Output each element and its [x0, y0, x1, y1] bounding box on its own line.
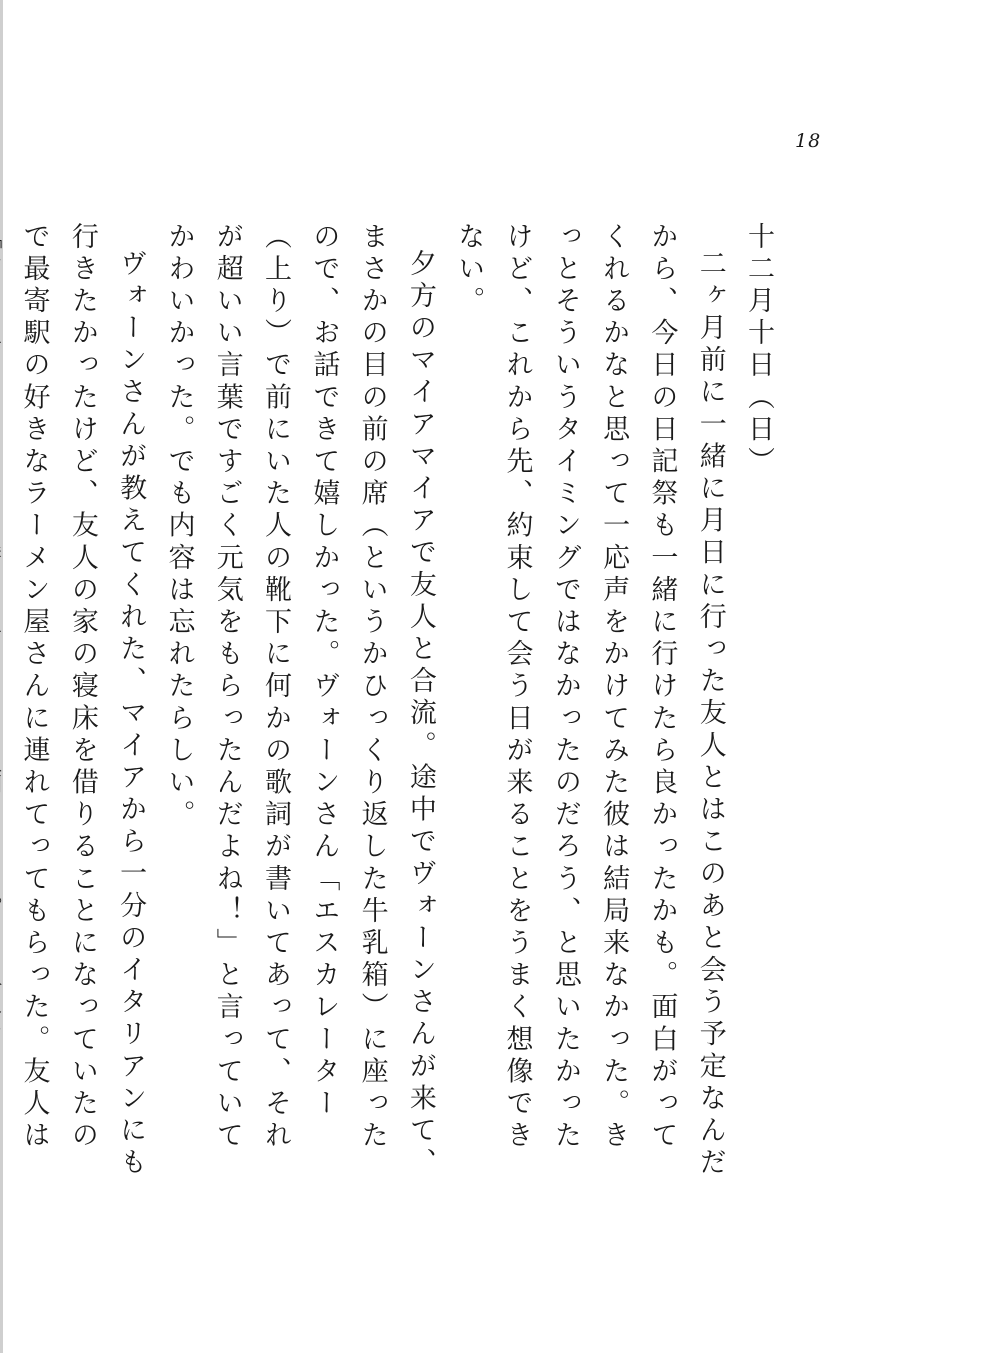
- page-number: 18: [795, 130, 822, 152]
- diary-body: [0, 222, 782, 1182]
- paragraph-3: ヴォーンさんが教えてくれた、マイアから一分のイタリアンにも行きたかったけど、友人の家の寝床を借りることになっていたので最寄駅の好きなラーメン屋さんに連れてってもらった。友人は: [18, 222, 147, 1180]
- paragraph-1: 二ヶ月前に一緒に月日に行った友人とはこのあと会う予定なんだから、今日の日記祭も一緒に行けたら良かったかも。面白がってくれるかなと思って一応声をかけてみた彼は結局来なかった。きっとそういうタイミングではなかったのだろう、と思いたかったけど、これから先、約束して会う日が来ることをうまく想像できない。: [453, 222, 726, 1180]
- paragraph-2: 夕方のマイアマイアで友人と合流。途中でヴォーンさんが来て、まさかの目の前の席（というかひっくり返した牛乳箱）に座ったので、お話できて嬉しかった。ヴォーンさん「エスカレーター（上り）で前にいた人の靴下に何かの歌詞が書いてあって、それが超いい言葉ですごく元気をもらったんだよね！」と言っていてかわいかった。でも内容は忘れたらしい。: [163, 222, 436, 1180]
- entry-date: 十二月十日（日）: [743, 222, 774, 479]
